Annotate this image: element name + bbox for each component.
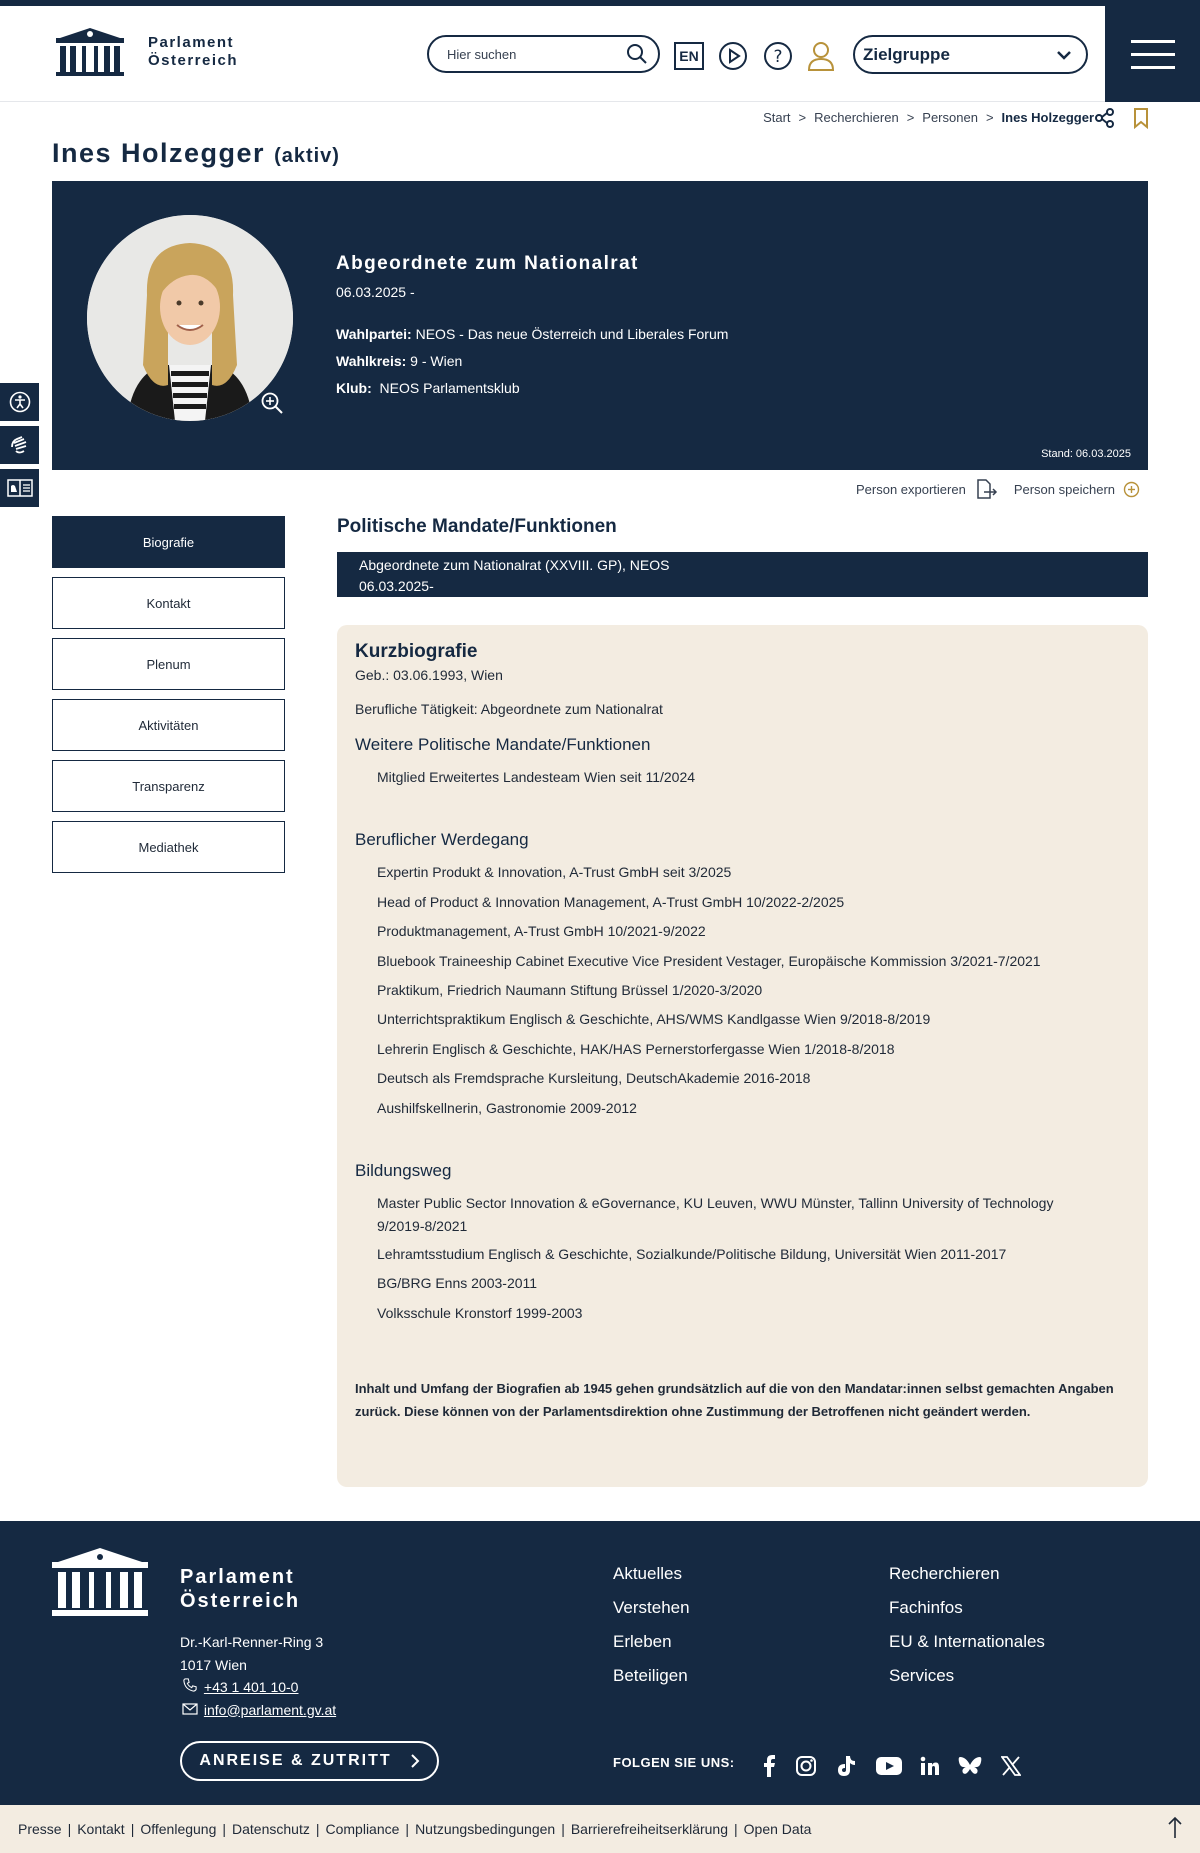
language-label: EN	[674, 42, 704, 70]
page-title	[52, 138, 340, 169]
breadcrumb: Start > Recherchieren > Personen > Ines Holzegger	[763, 110, 1094, 125]
list-item: Bluebook Traineeship Cabinet Executive Vice President Vestager, Europäische Kommission 3/2021-7/2021	[377, 952, 1041, 969]
biography-disclaimer: Inhalt und Umfang der Biografien ab 1945 gehen grundsätzlich auf die von den Mandatar:innen selbst gemachten Angaben zurück. Diese können von der Parlamentsdirektion ohne Zustimmung der Betroffenen nicht geändert werden.	[355, 1381, 1114, 1419]
help-icon	[763, 41, 793, 71]
wahlpartei-value: NEOS - Das neue Österreich und Liberales Forum	[415, 326, 729, 342]
chevron-down-icon	[1056, 50, 1072, 60]
follow-us-label: FOLGEN SIE UNS:	[613, 1755, 735, 1770]
tiktok-icon[interactable]	[833, 1753, 859, 1779]
sign-language-button[interactable]	[0, 426, 39, 464]
hamburger-menu-button[interactable]	[1105, 6, 1200, 102]
bottom-link-datenschutz[interactable]: Datenschutz	[232, 1821, 310, 1837]
education-list	[355, 1189, 1130, 1328]
svg-text:?: ?	[773, 47, 783, 67]
list-item: Volksschule Kronstorf 1999-2003	[377, 1304, 583, 1321]
list-item: Praktikum, Friedrich Naumann Stiftung Brüssel 1/2020-3/2020	[377, 982, 763, 999]
bookmark-icon[interactable]	[1130, 107, 1152, 129]
bluesky-icon[interactable]	[957, 1753, 983, 1779]
bio-birth: Geb.: 03.06.1993, Wien	[355, 667, 503, 683]
directions-button[interactable]	[180, 1741, 439, 1781]
footer-link-services[interactable]: Services	[889, 1666, 955, 1685]
language-button[interactable]	[673, 40, 705, 72]
mandates-heading: Politische Mandate/Funktionen	[337, 516, 617, 537]
wahlpartei-label: Wahlpartei:	[336, 326, 412, 342]
list-item: Aushilfskellnerin, Gastronomie 2009-2012	[377, 1099, 637, 1116]
stand-date: Stand: 06.03.2025	[1041, 448, 1131, 460]
klub-value: NEOS Parlamentsklub	[379, 380, 520, 396]
breadcrumb-personen[interactable]: Personen	[922, 110, 978, 125]
education-heading: Bildungsweg	[355, 1161, 452, 1181]
breadcrumb-start[interactable]: Start	[763, 110, 791, 125]
person-actions	[856, 478, 1140, 500]
person-role: Abgeordnete zum Nationalrat	[336, 253, 639, 274]
linkedin-icon[interactable]	[917, 1753, 943, 1779]
nav-kontakt[interactable]: Kontakt	[52, 577, 285, 629]
breadcrumb-current: Ines Holzegger	[1001, 110, 1094, 125]
person-since: 06.03.2025 -	[336, 284, 415, 300]
list-item: Mitglied Erweitertes Landesteam Wien seit 11/2024	[377, 769, 696, 785]
list-item: Lehrerin Englisch & Geschichte, HAK/HAS Pernerstorfergasse Wien 1/2018-8/2018	[377, 1040, 895, 1057]
mediathek-button[interactable]	[717, 40, 749, 72]
career-list	[355, 858, 1130, 1123]
klub-label: Klub:	[336, 380, 372, 396]
footer-link-erleben[interactable]: Erleben	[613, 1632, 672, 1651]
site-header	[0, 6, 1200, 102]
arrow-up-icon[interactable]	[1166, 1816, 1184, 1840]
bottom-link-offenlegung[interactable]: Offenlegung	[140, 1821, 217, 1837]
search-input[interactable]	[447, 47, 626, 62]
bottom-link-barrierefreiheit[interactable]: Barrierefreiheitserklärung	[570, 1821, 729, 1837]
site-logo[interactable]	[56, 28, 238, 76]
share-icon[interactable]	[1094, 107, 1116, 129]
phone-icon	[180, 1678, 200, 1692]
menu-icon	[1131, 40, 1175, 43]
play-icon	[718, 41, 748, 71]
instagram-icon[interactable]	[793, 1753, 819, 1779]
list-item: Produktmanagement, A-Trust GmbH 10/2021-9/2022	[377, 923, 706, 940]
mandate-title: Abgeordnete zum Nationalrat (XXVIII. GP), NEOS	[359, 557, 670, 573]
brand-name: Parlament Österreich	[148, 34, 239, 69]
account-button[interactable]	[805, 40, 837, 72]
list-item: Lehramtsstudium Englisch & Geschichte, Sozialkunde/Politische Bildung, Universität Wien 2011-2017	[377, 1246, 1007, 1263]
nav-plenum[interactable]: Plenum	[52, 638, 285, 690]
bottom-link-open-data[interactable]: Open Data	[743, 1821, 812, 1837]
wahlkreis-row	[336, 353, 462, 369]
directions-label: ANREISE & ZUTRITT	[199, 1752, 392, 1769]
export-person-link[interactable]: Person exportieren	[855, 481, 966, 497]
user-icon	[806, 40, 836, 72]
footer-city: 1017 Wien	[180, 1656, 247, 1673]
bottom-link-kontakt[interactable]: Kontakt	[77, 1821, 125, 1837]
wahlpartei-row	[336, 326, 728, 342]
list-item: BG/BRG Enns 2003-2011	[377, 1275, 538, 1292]
footer-phone-link[interactable]: +43 1 401 10-0	[203, 1679, 299, 1695]
footer-link-eu-internationales[interactable]: EU & Internationales	[889, 1632, 1045, 1651]
target-group-label: Zielgruppe	[863, 44, 950, 64]
facebook-icon[interactable]	[756, 1753, 782, 1779]
list-item: Unterrichtspraktikum Englisch & Geschichte, AHS/WMS Kandlgasse Wien 9/2018-8/2019	[377, 1011, 931, 1028]
mandate-item	[337, 552, 1148, 597]
parliament-building-icon	[56, 28, 124, 76]
accessibility-tool-button[interactable]	[0, 383, 39, 421]
wahlkreis-label: Wahlkreis:	[336, 353, 407, 369]
add-circle-icon[interactable]	[1123, 481, 1140, 498]
person-hero-card	[52, 181, 1148, 470]
footer-street: Dr.-Karl-Renner-Ring 3	[180, 1634, 324, 1650]
mail-icon	[180, 1703, 200, 1715]
footer-link-aktuelles[interactable]: Aktuelles	[613, 1564, 682, 1583]
person-status: (aktiv)	[274, 145, 340, 167]
list-item	[377, 1189, 1130, 1240]
x-twitter-icon[interactable]	[998, 1753, 1024, 1779]
list-item: Deutsch als Fremdsprache Kursleitung, DeutschAkademie 2016-2018	[377, 1070, 811, 1087]
nav-biografie[interactable]: Biografie	[52, 516, 285, 568]
sign-language-icon	[8, 433, 32, 457]
wahlkreis-value: 9 - Wien	[410, 353, 463, 369]
zoom-in-icon[interactable]	[260, 391, 284, 415]
nav-aktivitaeten[interactable]: Aktivitäten	[52, 699, 285, 751]
footer-address	[180, 1631, 336, 1721]
further-mandates-list	[355, 763, 1130, 792]
easy-language-button[interactable]	[0, 469, 39, 507]
career-heading: Beruflicher Werdegang	[355, 830, 529, 850]
bottom-link-compliance[interactable]: Compliance	[325, 1821, 400, 1837]
breadcrumb-recherchieren[interactable]: Recherchieren	[814, 110, 899, 125]
search-icon[interactable]	[626, 43, 648, 65]
bottom-link-presse[interactable]: Presse	[18, 1821, 62, 1837]
nav-transparenz[interactable]: Transparenz	[52, 760, 285, 812]
footer-link-beteiligen[interactable]: Beteiligen	[613, 1666, 688, 1685]
accessibility-icon	[9, 391, 31, 413]
legal-links-bar: Presse | Kontakt | Offenlegung | Datenschutz | Compliance | Nutzungsbedingungen | Barrierefreiheitserklärung | Open Data	[0, 1805, 1200, 1853]
footer-email-link[interactable]: info@parlament.gv.at	[203, 1701, 337, 1718]
footer-parliament-logo[interactable]	[52, 1548, 148, 1616]
bottom-link-nutzungsbedingungen[interactable]: Nutzungsbedingungen	[415, 1821, 556, 1837]
youtube-icon[interactable]	[874, 1753, 904, 1779]
list-item: Expertin Produkt & Innovation, A-Trust GmbH seit 3/2025	[377, 864, 732, 881]
education-first-line: Master Public Sector Innovation & eGovernance, KU Leuven, WWU Münster, Tallinn University of Technology	[377, 1195, 1054, 1212]
chevron-right-icon	[410, 1754, 420, 1768]
nav-mediathek[interactable]: Mediathek	[52, 821, 285, 873]
search-box[interactable]	[427, 35, 660, 73]
footer-brand-name: Parlament Österreich	[180, 1566, 301, 1612]
further-mandates-heading: Weitere Politische Mandate/Funktionen	[355, 735, 651, 754]
site-footer	[0, 1521, 1200, 1805]
footer-link-recherchieren[interactable]: Recherchieren	[889, 1564, 1000, 1583]
bio-heading: Kurzbiografie	[355, 641, 478, 662]
footer-link-fachinfos[interactable]: Fachinfos	[889, 1598, 963, 1617]
help-button[interactable]	[762, 40, 794, 72]
easy-language-icon	[6, 477, 34, 499]
list-item: Head of Product & Innovation Management, A-Trust GmbH 10/2022-2/2025	[377, 893, 845, 910]
klub-row	[336, 380, 520, 396]
footer-link-verstehen[interactable]: Verstehen	[613, 1598, 690, 1617]
bio-job: Berufliche Tätigkeit: Abgeordnete zum Nationalrat	[355, 701, 663, 717]
save-person-link[interactable]: Person speichern	[1013, 481, 1115, 497]
education-first-period: 9/2019-8/2021	[377, 1217, 468, 1234]
export-icon[interactable]	[974, 478, 998, 500]
target-group-select[interactable]	[853, 35, 1088, 74]
person-name: Ines Holzegger	[52, 138, 266, 168]
short-biography	[337, 625, 1148, 1487]
mandate-period: 06.03.2025-	[359, 578, 434, 594]
